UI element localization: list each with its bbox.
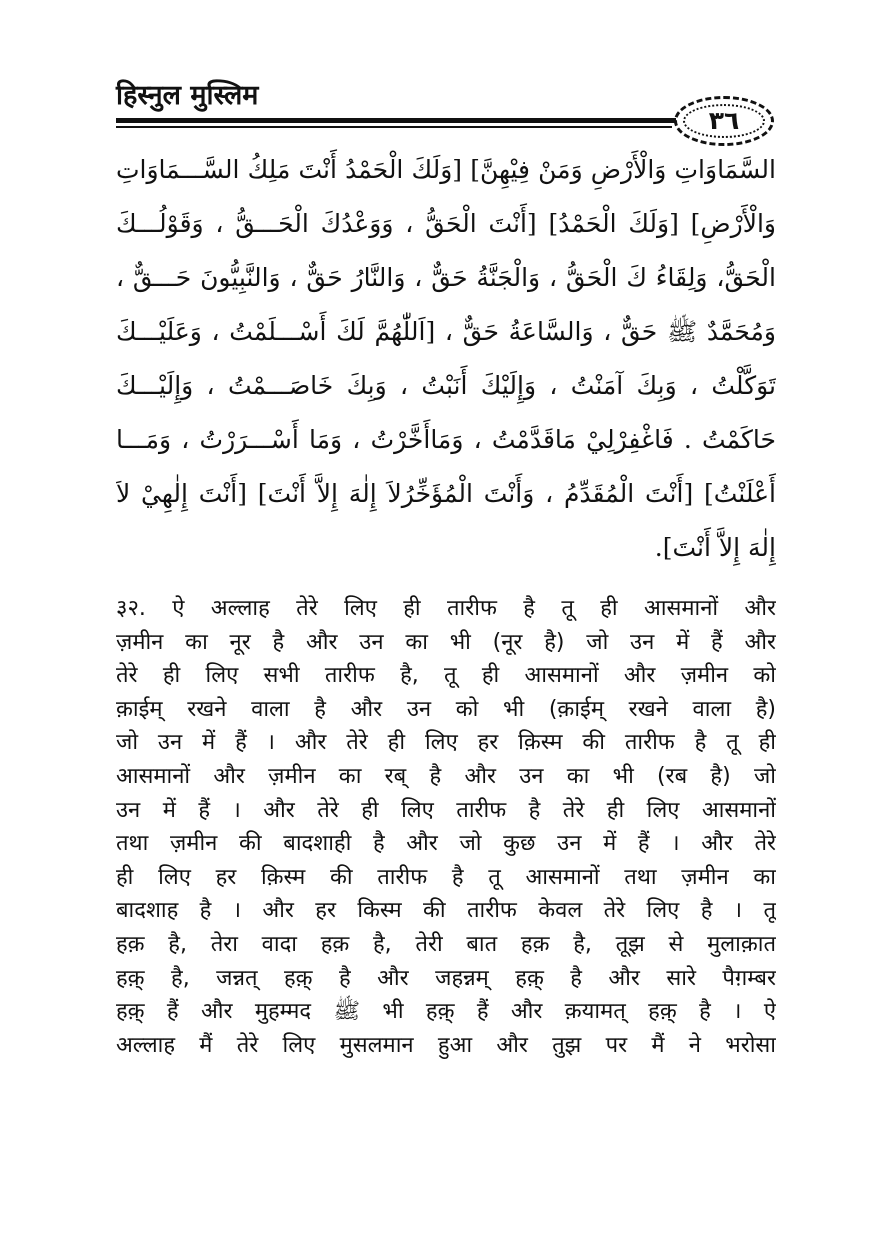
page-number: ٣٦ bbox=[708, 106, 740, 135]
arabic-line: أَعْلَنْتُ] [أَنْتَ الْمُقَدِّمُ ، وَأَنْتَ الْمُؤَخِّرُلاَ إِلٰهَ إِلاَّ أَنْتَ] [أَنْتَ إِلٰهِيْ لاَ bbox=[116, 479, 776, 508]
hindi-line: क़ाईम् रखने वाला है और उन को भी (क़ाईम् रखने वाला है) bbox=[116, 696, 776, 722]
hindi-line: तथा ज़मीन की बादशाही है और जो कुछ उन में हैं । और तेरे bbox=[116, 831, 776, 857]
hindi-line: हक़् है, जन्नत् हक़् है और जहन्नम् हक़् है और सारे पैग़म्बर bbox=[116, 965, 776, 991]
header-rule-thin bbox=[116, 126, 672, 128]
hindi-line: हक़ है, तेरा वादा हक़ है, तेरी बात हक़ है, तूझ से मुलाक़ात bbox=[116, 931, 776, 957]
hindi-line: तेरे ही लिए सभी तारीफ है, तू ही आसमानों और ज़मीन को bbox=[116, 663, 776, 689]
arabic-line: وَالْأَرْضِ] [وَلَكَ الْحَمْدُ] [أَنْتَ الْحَقُّ ، وَوَعْدُكَ الْحَـــقُّ ، وَقَوْلُـــكَ bbox=[116, 209, 776, 238]
hindi-line: आसमानों और ज़मीन का रब् है और उन का भी (रब है) जो bbox=[116, 763, 776, 789]
arabic-line: وَمُحَمَّدٌ ﷺ حَقٌّ ، وَالسَّاعَةُ حَقٌّ ، [اَللّٰهُمَّ لَكَ أَسْـــلَمْتُ ، وَعَلَيْـــكَ bbox=[116, 317, 776, 346]
arabic-line: حَاكَمْتُ . فَاغْفِرْلِيْ مَاقَدَّمْتُ ، وَمَاأَخَّرْتُ ، وَمَا أَسْـــرَرْتُ ، وَمَـــا bbox=[116, 425, 776, 454]
page-header bbox=[116, 70, 776, 140]
arabic-line: السَّمَاوَاتِ وَالْأَرْضِ وَمَنْ فِيْهِنَّ] [وَلَكَ الْحَمْدُ أَنْتَ مَلِكُ السَّـــمَاوَاتِ bbox=[116, 155, 776, 184]
book-title: हिस्नुल मुस्लिम bbox=[116, 80, 259, 111]
page-number-badge bbox=[674, 96, 774, 146]
header-rule-thick bbox=[116, 118, 676, 123]
hindi-line: हक़् हैं और मुहम्मद ﷺ भी हक़् हैं और क़यामत् हक़् है । ऐ bbox=[116, 999, 776, 1025]
hindi-line: बादशाह है । और हर किस्म की तारीफ केवल तेरे लिए है । तू bbox=[116, 898, 776, 924]
arabic-text-block bbox=[116, 143, 776, 575]
hindi-line: ज़मीन का नूर है और उन का भी (नूर है) जो उन में हैं और bbox=[116, 629, 776, 655]
hindi-line: अल्लाह मैं तेरे लिए मुसलमान हुआ और तुझ पर मैं ने भरोसा bbox=[116, 1032, 776, 1058]
hindi-translation-block bbox=[116, 592, 776, 1062]
hindi-line: ही लिए हर क़िस्म की तारीफ है तू आसमानों तथा ज़मीन का bbox=[116, 864, 776, 890]
hindi-line: जो उन में हैं । और तेरे ही लिए हर क़िस्म की तारीफ है तू ही bbox=[116, 730, 776, 756]
hindi-line: उन में हैं । और तेरे ही लिए तारीफ है तेरे ही लिए आसमानों bbox=[116, 797, 776, 823]
arabic-line: تَوَكَّلْتُ ، وَبِكَ آمَنْتُ ، وَإِلَيْكَ أَنَبْتُ ، وَبِكَ خَاصَـــمْتُ ، وَإِلَيْـــكَ bbox=[116, 371, 776, 400]
hindi-line: ३२. ऐ अल्लाह तेरे लिए ही तारीफ है तू ही आसमानों और bbox=[116, 596, 776, 621]
arabic-line: الْحَقُّ، وَلِقَاءُ كَ الْحَقُّ ، وَالْجَنَّةُ حَقٌّ ، وَالنَّارُ حَقٌّ ، وَالنَّبِيُّونَ حَـــقٌّ ، bbox=[116, 263, 776, 292]
arabic-line: إِلٰهَ إِلاَّ أَنْتَ]. bbox=[654, 533, 776, 562]
